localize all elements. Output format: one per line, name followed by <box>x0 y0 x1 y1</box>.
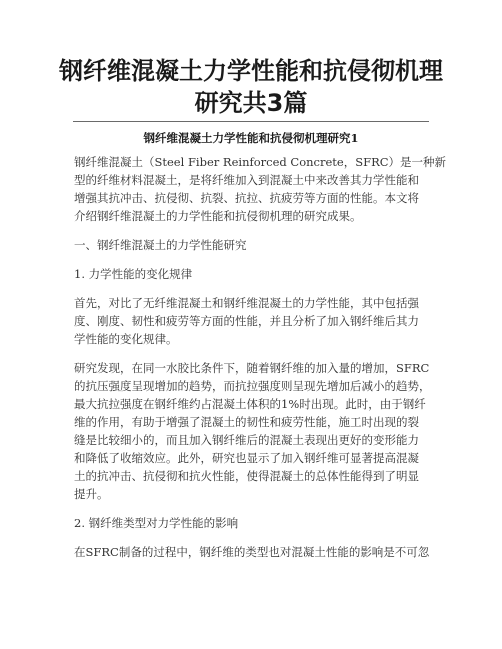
paragraph-line: 维的作用，有助于增强了混凝土的韧性和疲劳性能，施工时出现的裂 <box>74 415 419 429</box>
paragraph-line: 型的纤维材料混凝土，是将纤维加入到混凝土中来改善其力学性能和 <box>74 173 419 187</box>
paragraph-line: 和降低了收缩效应。此外，研究也显示了加入钢纤维可显著提高混凝 <box>74 451 419 465</box>
document-title-line-2: 研究共3篇 <box>194 89 308 117</box>
paragraph-line: 的抗压强度呈现增加的趋势，而抗拉强度则呈现先增加后减小的趋势， <box>74 379 431 393</box>
paragraph-line: 钢纤维混凝土（Steel Fiber Reinforced Concrete，SFRC）是一种新 <box>74 155 447 169</box>
subsection-heading: 一、钢纤维混凝土的力学性能研究 <box>74 238 247 252</box>
paragraph-line: 学性能的变化规律。 <box>74 332 178 346</box>
paragraph-line: 在SFRC制备的过程中，钢纤维的类型也对混凝土性能的影响是不可忽 <box>74 545 430 559</box>
paragraph-line: 增强其抗冲击、抗侵彻、抗裂、抗拉、抗疲劳等方面的性能。本文将 <box>74 191 419 205</box>
paragraph-line: 提升。 <box>74 487 109 501</box>
document-title-line-1: 钢纤维混凝土力学性能和抗侵彻机理 <box>59 57 443 85</box>
paragraph-line: 土的抗冲击、抗侵彻和抗火性能，使得混凝土的总体性能得到了明显 <box>74 469 419 483</box>
paragraph-line: 度、刚度、韧性和疲劳等方面的性能，并且分析了加入钢纤维后其力 <box>74 314 419 328</box>
section-heading: 钢纤维混凝土力学性能和抗侵彻机理研究1 <box>143 131 359 145</box>
numbered-heading: 2. 钢纤维类型对力学性能的影响 <box>74 516 239 530</box>
paragraph-line: 最大抗拉强度在钢纤维约占混凝土体积的1%时出现。此时，由于钢纤 <box>74 397 426 411</box>
title-divider <box>73 121 429 122</box>
paragraph-line: 首先，对比了无纤维混凝土和钢纤维混凝土的力学性能，其中包括强 <box>74 296 419 310</box>
paragraph-line: 介绍钢纤维混凝土的力学性能和抗侵彻机理的研究成果。 <box>74 209 362 223</box>
numbered-heading: 1. 力学性能的变化规律 <box>74 267 193 281</box>
paragraph-line: 研究发现，在同一水胶比条件下，随着钢纤维的加入量的增加，SFRC <box>74 361 430 375</box>
paragraph-line: 缝是比较细小的，而且加入钢纤维后的混凝土表现出更好的变形能力 <box>74 433 419 447</box>
